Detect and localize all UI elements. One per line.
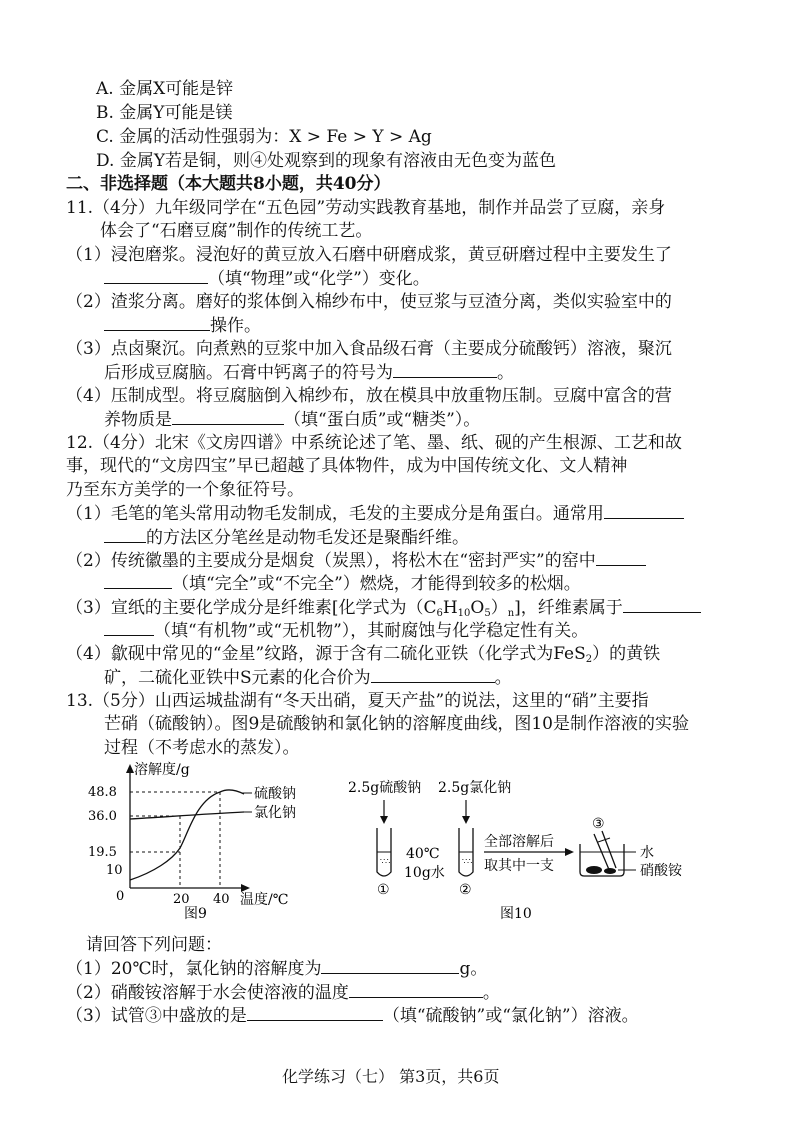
option-d: D. 金属Y若是铜，则④处观察到的现象有溶液由无色变为蓝色 bbox=[96, 151, 557, 171]
q11-answer-blank-3[interactable] bbox=[393, 361, 497, 378]
fig9-x-label: 温度/℃ bbox=[240, 892, 289, 908]
fig9-y-label: 溶解度/g bbox=[134, 762, 190, 778]
option-a: A. 金属X可能是锌 bbox=[96, 79, 234, 99]
q11-part1-b-text: （填“物理”或“化学”）变化。 bbox=[208, 269, 430, 289]
q12-part1-a bbox=[66, 502, 684, 525]
q11-part3-c-text: 。 bbox=[497, 363, 514, 383]
q13-answer-blank-2[interactable] bbox=[349, 981, 483, 998]
q12-part3-b bbox=[104, 619, 588, 642]
q12-answer-blank-1a[interactable] bbox=[604, 502, 684, 519]
fig10-water-amount: 10g水 bbox=[404, 865, 445, 881]
fig10-salt-label: 硝酸铵 bbox=[640, 863, 682, 879]
q12-answer-blank-3b[interactable] bbox=[104, 619, 154, 636]
q12-part4-c-text: 。 bbox=[494, 668, 512, 688]
q12-part4-a-tail: ）的黄铁 bbox=[592, 644, 661, 664]
q12-part2-a-text: （2）传统徽墨的主要成分是烟炱（炭黑），将松木在“密封严实”的窑中 bbox=[66, 551, 596, 571]
q11-part2-a: （2）渣浆分离。磨好的浆体倒入棉纱布中，使豆浆与豆渣分离，类似实验室中的 bbox=[66, 292, 672, 312]
fig9-ytick-19-5: 19.5 bbox=[88, 845, 117, 860]
q12-part3-b-text: （填“有机物”或“无机物”），其耐腐蚀与化学稳定性有关。 bbox=[154, 621, 589, 641]
fig9-xtick-40: 40 bbox=[213, 892, 230, 907]
q12-formula-h: H bbox=[442, 598, 458, 618]
fig9-x-arrow-icon bbox=[241, 884, 250, 892]
q12-part3-a-text: （3）宣纸的主要化学成分是纤维素[化学式为（C bbox=[66, 598, 437, 618]
q12-answer-blank-3a[interactable] bbox=[623, 596, 701, 613]
q11-part2-b-text: 操作。 bbox=[210, 316, 261, 336]
fig9-xtick-20: 20 bbox=[173, 892, 190, 907]
fig10-tube2-label: 2.5g氯化钠 bbox=[438, 780, 512, 796]
q11-part1-a: （1）浸泡磨浆。浸泡好的黄豆放入石磨中研磨成浆，黄豆研磨过程中主要发生了 bbox=[66, 245, 672, 265]
q12-formula-sub-6: 6 bbox=[436, 608, 443, 619]
section-heading: 二、非选择题（本大题共8小题，共40分） bbox=[66, 174, 391, 194]
q12-formula-sub-n: n bbox=[507, 608, 515, 619]
option-b: B. 金属Y可能是镁 bbox=[96, 103, 233, 123]
q12-part4-b-text: 矿，二硫化亚铁中S元素的化合价为 bbox=[104, 668, 371, 688]
fig10-step-text-2: 取其中一支 bbox=[484, 858, 554, 874]
fig10-tube-2-particles: ∵∴ bbox=[462, 857, 473, 866]
fig10-caption: 图10 bbox=[500, 906, 532, 922]
fig9-ytick-10: 10 bbox=[106, 863, 123, 878]
q11-part4-b bbox=[104, 408, 480, 431]
q13-answer-blank-1[interactable] bbox=[321, 957, 459, 974]
q11-answer-blank-2[interactable] bbox=[104, 314, 210, 331]
q13-part1-unit: g。 bbox=[459, 959, 488, 979]
fig10-tube-3-rim bbox=[598, 838, 610, 842]
q13-answer-blank-3[interactable] bbox=[247, 1004, 383, 1021]
q13-part2-end: 。 bbox=[482, 983, 500, 1003]
q11-part1-b bbox=[104, 267, 430, 290]
fig10-tube-1-particles: ∵∴ bbox=[380, 857, 391, 866]
figure-10-experiment bbox=[344, 776, 694, 926]
q11-stem-2: 体会了“石磨豆腐”制作的传统工艺。 bbox=[100, 221, 373, 241]
q13-part2-text: （2）硝酸铵溶解于水会使溶液的温度 bbox=[66, 983, 349, 1003]
fig10-ammonium-nitrate-solid bbox=[586, 866, 602, 874]
fig9-legend-sodium-sulfate: 硫酸钠 bbox=[254, 786, 296, 802]
q13-part3-end: （填“硫酸钠”或“氯化钠”）溶液。 bbox=[382, 1006, 639, 1026]
q13-part2 bbox=[66, 981, 500, 1004]
q12-answer-blank-2a[interactable] bbox=[596, 549, 646, 566]
q12-part4-a-text: （4）歙砚中常见的“金星”纹路，源于含有二硫化亚铁（化学式为FeS bbox=[66, 644, 586, 664]
q12-part2-b-text: （填“完全”或“不完全”）燃烧，才能得到较多的松烟。 bbox=[172, 574, 581, 594]
q11-answer-blank-4[interactable] bbox=[172, 408, 284, 425]
fig10-arrow-2-head-icon bbox=[462, 816, 470, 824]
q12-part2-b bbox=[104, 572, 581, 595]
q12-part1-b bbox=[104, 526, 469, 549]
q11-part4-a: （4）压制成型。将豆腐脑倒入棉纱布，放在模具中放重物压制。豆腐中富含的营 bbox=[66, 386, 672, 406]
q11-part4-c-text: （填“蛋白质”或“糖类”）。 bbox=[284, 410, 481, 430]
q13-stem-1: 13.（5分）山西运城盐湖有“冬天出硝，夏天产盐”的说法，这里的“硝”主要指 bbox=[66, 691, 649, 711]
fig10-tube-3-number: ③ bbox=[592, 816, 605, 832]
q12-stem-2: 事，现代的“文房四宝”早已超越了具体物件，成为中国传统文化、文人精神 bbox=[66, 456, 628, 476]
q12-part1-b-text: 的方法区分笔丝是动物毛发还是聚酯纤维。 bbox=[146, 528, 469, 548]
q11-part4-b-text: 养物质是 bbox=[104, 410, 172, 430]
q13-part3 bbox=[66, 1004, 639, 1027]
fig9-caption: 图9 bbox=[184, 906, 207, 920]
page-footer: 化学练习（七） 第3页，共6页 bbox=[282, 1067, 500, 1086]
fig10-water-label: 水 bbox=[640, 845, 654, 861]
fig10-tube1-label: 2.5g硫酸钠 bbox=[348, 780, 422, 796]
q12-part3-a-tail: ]，纤维素属于 bbox=[514, 598, 623, 618]
fig10-tube-2-number: ② bbox=[459, 882, 472, 898]
fig9-ytick-0: 0 bbox=[116, 889, 125, 904]
fig10-step-text: 全部溶解后 bbox=[484, 834, 554, 850]
q13-prompt: 请回答下列问题： bbox=[86, 935, 222, 955]
q12-answer-blank-1b[interactable] bbox=[104, 526, 146, 543]
q11-part2-b bbox=[104, 314, 261, 337]
fig9-curve-sodium-sulfate bbox=[130, 790, 244, 880]
q12-formula-o: O bbox=[470, 598, 485, 618]
q11-part3-b-text: 后形成豆腐脑。石膏中钙离子的符号为 bbox=[104, 363, 393, 383]
fig10-arrow-1-head-icon bbox=[380, 816, 388, 824]
q12-answer-blank-2b[interactable] bbox=[104, 572, 172, 589]
q11-part3-a: （3）点卤聚沉。向煮熟的豆浆中加入食品级石膏（主要成分硫酸钙）溶液，聚沉 bbox=[66, 339, 672, 359]
q13-stem-2: 芒硝（硫酸钠）。图9是硫酸钠和氯化钠的溶解度曲线，图10是制作溶液的实验 bbox=[104, 714, 689, 734]
q12-formula-sub-5: 5 bbox=[484, 608, 491, 619]
q12-stem-3: 乃至东方美学的一个象征符号。 bbox=[66, 480, 304, 500]
q13-part1-text: （1）20℃时，氯化钠的溶解度为 bbox=[66, 959, 322, 979]
fig9-y-arrow-icon bbox=[126, 764, 134, 773]
fig9-legend-sodium-chloride: 氯化钠 bbox=[254, 805, 296, 821]
fig9-ytick-48-8: 48.8 bbox=[88, 785, 117, 800]
q12-part4-b bbox=[104, 666, 512, 689]
q12-part2-a bbox=[66, 549, 646, 572]
q12-formula-sub-10: 10 bbox=[457, 608, 471, 619]
fig9-ytick-36-0: 36.0 bbox=[88, 809, 117, 824]
q12-part1-a-text: （1）毛笔的笔头常用动物毛发制成，毛发的主要成分是角蛋白。通常用 bbox=[66, 504, 604, 524]
q11-stem-1: 11.（4分）九年级同学在“五色园”劳动实践教育基地，制作并品尝了豆腐，亲身 bbox=[66, 198, 666, 218]
q13-stem-3: 过程（不考虑水的蒸发）。 bbox=[104, 738, 300, 758]
q12-fes2-sub: 2 bbox=[585, 654, 593, 665]
q11-answer-blank-1[interactable] bbox=[104, 267, 208, 284]
option-c: C. 金属的活动性强弱为：X > Fe > Y > Ag bbox=[96, 127, 432, 147]
fig9-curve-sodium-chloride bbox=[130, 812, 244, 819]
q12-stem-1: 12.（4分）北宋《文房四谱》中系统论述了笔、墨、纸、砚的产生根源、工艺和故 bbox=[66, 433, 682, 453]
fig10-tube-1-number: ① bbox=[377, 882, 390, 898]
fig10-temp: 40℃ bbox=[406, 846, 440, 862]
q13-part3-text: （3）试管③中盛放的是 bbox=[66, 1006, 247, 1026]
q13-part1 bbox=[66, 957, 487, 980]
q12-answer-blank-4[interactable] bbox=[371, 666, 495, 683]
fig10-step-arrow-head-icon bbox=[565, 848, 574, 856]
figure-9-solubility-chart bbox=[84, 760, 314, 920]
q11-part3-b bbox=[104, 361, 514, 384]
q12-formula-close: ） bbox=[490, 598, 508, 618]
